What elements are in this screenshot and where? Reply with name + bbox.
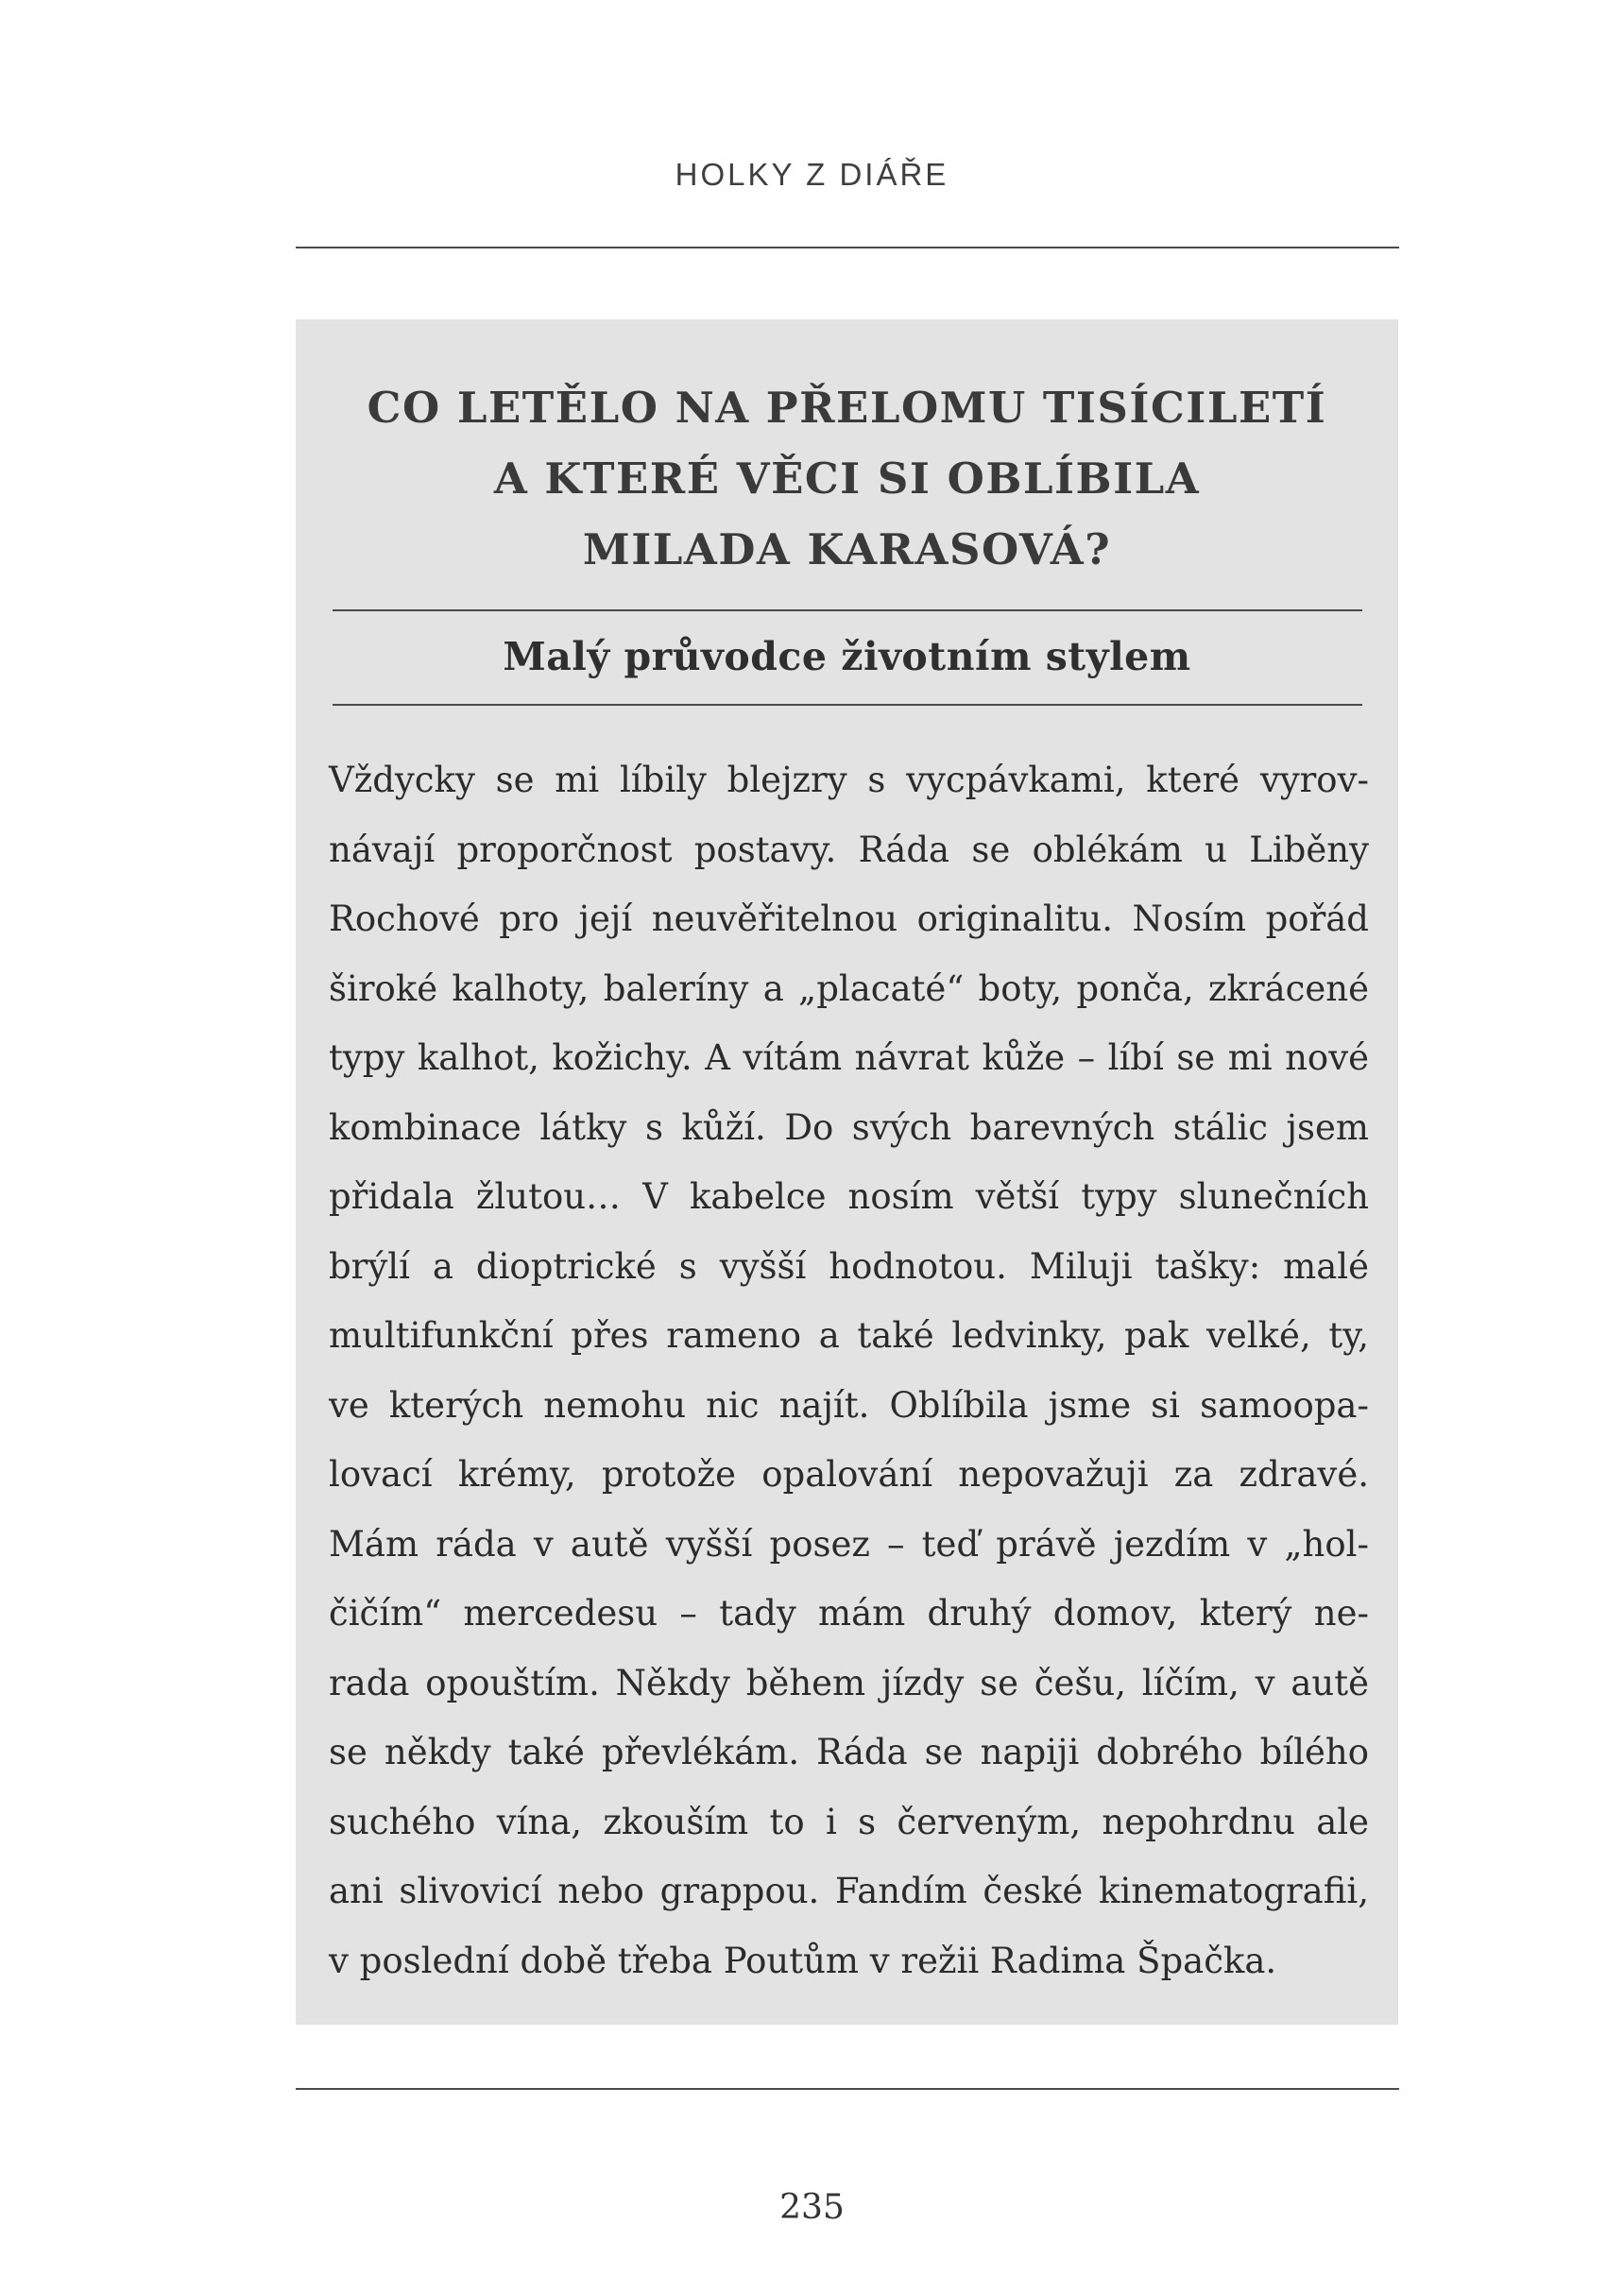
- page-number: 235: [779, 2188, 845, 2227]
- body-line: suchého vína, zkouším to i s červeným, nepohrdnu ale: [329, 1801, 1369, 1842]
- article-subtitle: Malý průvodce životním stylem: [503, 634, 1191, 679]
- body-line: široké kalhoty, baleríny a „placaté“ boty, ponča, zkrácené: [329, 967, 1369, 1009]
- body-line: v poslední době třeba Poutům v režii Radima Špačka.: [329, 1940, 1277, 1981]
- running-header: HOLKY Z DIÁŘE: [675, 157, 949, 192]
- article-panel: [296, 319, 1398, 2025]
- article-title-line: CO LETĚLO NA PŘELOMU TISÍCILETÍ: [367, 383, 1327, 433]
- body-line: Rochové pro její neuvěřitelnou originalitu. Nosím pořád: [329, 898, 1369, 939]
- article-title: [296, 319, 1398, 585]
- subtitle-divider: [333, 704, 1362, 706]
- body-line: brýlí a dioptrické s vyšší hodnotou. Miluji tašky: malé: [329, 1245, 1369, 1287]
- article-title-line: MILADA KARASOVÁ?: [582, 524, 1112, 574]
- top-divider: [296, 247, 1399, 248]
- article-title-line: A KTERÉ VĚCI SI OBLÍBILA: [493, 453, 1201, 504]
- body-line: návají proporčnost postavy. Ráda se oblékám u Liběny: [329, 829, 1369, 870]
- body-line: typy kalhot, kožichy. A vítám návrat kůže – líbí se mi nové: [329, 1037, 1369, 1078]
- body-line: lovací krémy, protože opalování nepovažuji za zdravé.: [329, 1454, 1369, 1495]
- body-line: Mám ráda v autě vyšší posez – teď právě jezdím v „hol-: [329, 1523, 1369, 1565]
- body-line: přidala žlutou… V kabelce nosím větší typy slunečních: [329, 1176, 1369, 1217]
- body-line: Vždycky se mi líbily blejzry s vycpávkami, které vyrov-: [329, 760, 1369, 800]
- body-line: multifunkční přes rameno a také ledvinky, pak velké, ty,: [329, 1315, 1369, 1356]
- body-line: ani slivovicí nebo grappou. Fandím české kinematografii,: [329, 1871, 1369, 1911]
- body-line: se někdy také převlékám. Ráda se napiji dobrého bílého: [329, 1732, 1369, 1772]
- body-line: rada opouštím. Někdy během jízdy se češu, líčím, v autě: [329, 1662, 1369, 1703]
- body-line: čičím“ mercedesu – tady mám druhý domov, který ne-: [329, 1593, 1369, 1634]
- bottom-divider: [296, 2088, 1399, 2090]
- article-body: [296, 745, 1398, 1995]
- body-line: ve kterých nemohu nic najít. Oblíbila jsme si samoopa-: [329, 1384, 1369, 1426]
- body-line: kombinace látky s kůží. Do svých barevných stálic jsem: [329, 1106, 1369, 1148]
